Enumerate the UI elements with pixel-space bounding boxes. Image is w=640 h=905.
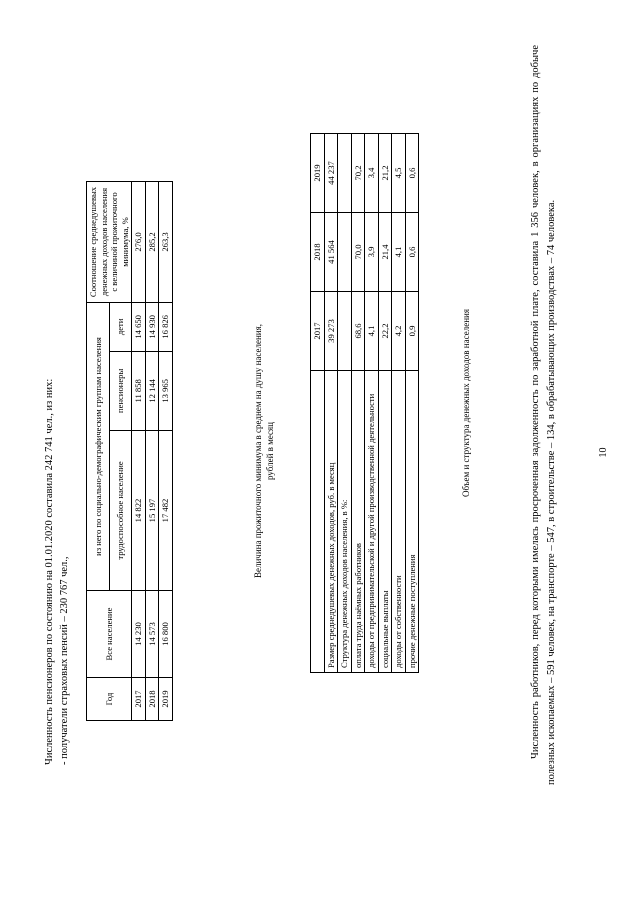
table-row xyxy=(338,134,352,673)
header-blank xyxy=(311,371,325,673)
year-header: 2019 xyxy=(311,134,325,213)
year-header: 2018 xyxy=(311,213,325,292)
cell-value: 4,5 xyxy=(392,134,406,213)
footer-line: Численность пенсионеров по состоянию на 01.01.2020 составила 242 741 чел., из них: xyxy=(44,378,55,765)
row-label: оплата труда наёмных работников xyxy=(351,371,365,673)
header-children: дети xyxy=(109,303,132,352)
row-label: Размер среднедушевых денежных доходов, руб. в месяц xyxy=(324,371,338,673)
cell-value: 70,0 xyxy=(351,213,365,292)
header-all-population: Все население xyxy=(87,591,132,678)
cell-value: 14 822 xyxy=(132,431,146,591)
cell-value: 14 573 xyxy=(145,591,159,678)
cell-value: 41 564 xyxy=(324,213,338,292)
cell-value: 44 237 xyxy=(324,134,338,213)
cell-value: 21,2 xyxy=(378,134,392,213)
table-row xyxy=(405,134,419,673)
row-label: прочие денежные поступления xyxy=(405,371,419,673)
cell-value: 14 930 xyxy=(145,303,159,352)
table-row xyxy=(324,134,338,673)
footer-line: - получатели страховых пенсий – 230 767 чел., xyxy=(59,556,70,765)
cell-value: 276,0 xyxy=(132,182,146,303)
cell-value: 68,6 xyxy=(351,292,365,371)
row-label: доходы от собственности xyxy=(392,371,406,673)
table-row xyxy=(365,134,379,673)
footer-text xyxy=(42,25,72,765)
cell-value: 263,3 xyxy=(159,182,173,303)
cell-year: 2017 xyxy=(132,678,146,721)
table-row xyxy=(145,182,159,721)
header-year: Год xyxy=(87,678,132,721)
table-row xyxy=(132,182,146,721)
cell-year: 2018 xyxy=(145,678,159,721)
table-header-row xyxy=(87,182,110,721)
cell-value: 14 650 xyxy=(132,303,146,352)
header-working: трудоспособное население xyxy=(109,431,132,591)
income-structure-table xyxy=(310,133,419,673)
paragraph-text: Численность работников, перед которыми имелась просроченная задолженность по заработной плате, составила 1 356 человек, в организациях по добыче полезных ископаемых – 591 человек, на транспорте – 547, в строительстве – 134, в обрабатывающих производствах – 74 человека. xyxy=(530,45,557,785)
cell-value xyxy=(338,134,352,213)
cell-value: 0,6 xyxy=(405,134,419,213)
cell-value: 4,2 xyxy=(392,292,406,371)
page-number: 10 xyxy=(598,447,609,458)
cell-value: 16 800 xyxy=(159,591,173,678)
cell-value xyxy=(338,292,352,371)
cell-value: 11 858 xyxy=(132,351,146,430)
year-header: 2017 xyxy=(311,292,325,371)
cell-value xyxy=(338,213,352,292)
table-row xyxy=(159,182,173,721)
cell-value: 14 230 xyxy=(132,591,146,678)
subsistence-minimum-table xyxy=(86,181,173,721)
cell-value: 3,4 xyxy=(365,134,379,213)
cell-value: 21,4 xyxy=(378,213,392,292)
cell-value: 16 826 xyxy=(159,303,173,352)
table2-caption-line: рублей в месяц xyxy=(265,421,275,481)
table2-caption xyxy=(252,181,276,721)
row-label: доходы от предпринимательской и другой производственной деятельности xyxy=(365,371,379,673)
header-groups: из него по социально-демографическим группам населения xyxy=(87,303,110,591)
cell-value: 0,9 xyxy=(405,292,419,371)
cell-value: 12 144 xyxy=(145,351,159,430)
cell-value: 0,6 xyxy=(405,213,419,292)
table-row xyxy=(392,134,406,673)
cell-value: 3,9 xyxy=(365,213,379,292)
cell-value: 39 273 xyxy=(324,292,338,371)
intro-paragraph xyxy=(528,45,560,785)
table-row xyxy=(378,134,392,673)
table1-caption: Объем и структура денежных доходов населения xyxy=(461,309,471,497)
row-label: социальные выплаты xyxy=(378,371,392,673)
table-header-row xyxy=(311,134,325,673)
cell-year: 2019 xyxy=(159,678,173,721)
header-pensioners: пенсионеры xyxy=(109,351,132,430)
header-ratio: Соотношение среднедушевых денежных доходов населения с величиной прожиточного минимума, % xyxy=(87,182,132,303)
cell-value: 4,1 xyxy=(392,213,406,292)
cell-value: 15 197 xyxy=(145,431,159,591)
table-row xyxy=(351,134,365,673)
cell-value: 17 482 xyxy=(159,431,173,591)
cell-value: 13 965 xyxy=(159,351,173,430)
cell-value: 70,2 xyxy=(351,134,365,213)
table2-caption-line: Величина прожиточного минимума в среднем на душу населения, xyxy=(253,323,263,579)
cell-value: 4,1 xyxy=(365,292,379,371)
cell-value: 285,2 xyxy=(145,182,159,303)
cell-value: 22,2 xyxy=(378,292,392,371)
row-label: Структура денежных доходов населения, в %: xyxy=(338,371,352,673)
